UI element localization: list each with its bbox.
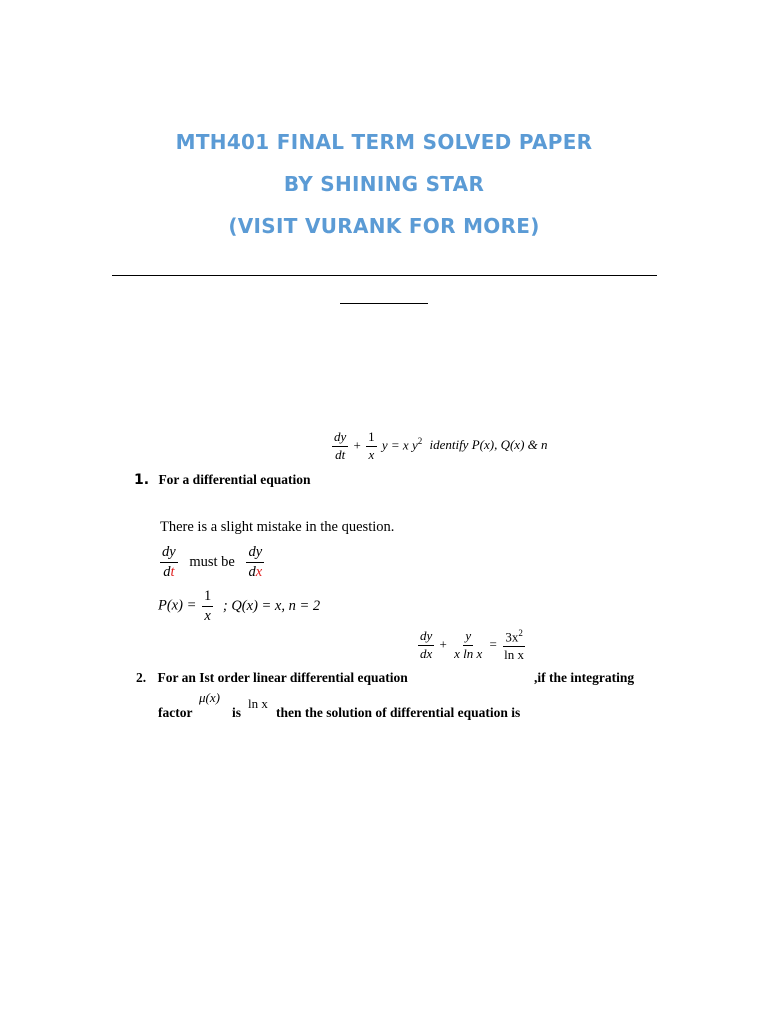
q1-frac-1-x: $\frac{1}{x}$ [368,429,375,462]
q1-frac-wrong: $\frac{dy}{dt}$ [162,544,176,580]
q2-factor-label: factor [158,705,193,720]
q1-text: 1. For a differential equation [134,472,311,488]
q1-frac-right: $\frac{dy}{dx}$ [248,544,263,580]
q2-text-part2: ,if the integrating [534,670,635,685]
q1-frac-dy-dt: $\frac{dy}{dt}$ [334,429,347,462]
title-line-1: MTH401 FINAL TERM SOLVED PAPER [175,130,593,154]
q1-answer-intro: There is a slight mistake in the question. [160,519,395,535]
q2-lnx: ln x [248,696,268,711]
q1-equation: $\frac{dy}{dt}$ + $\frac{1}{x}$ y = x $y^2$ identify P(x), Q(x) & n [334,429,548,462]
q2-frac-dy-dx: $\frac{dy}{dx}$ [420,628,433,662]
title-line-2: BY SHINING STAR [283,172,485,196]
q2-frac-y: $\frac{y}{\text{x ln x}}$ [454,628,483,662]
title-line-3: (VISIT VURANK FOR MORE) [228,214,540,238]
divider-long [112,275,657,276]
q1-answer-correction: $\frac{dy}{dt}$ must be $\frac{dy}{dx}$ [162,544,263,580]
q2-solution-text: then the solution of differential equation is [276,705,521,720]
q2-text: 2. For an Ist order linear differential equation [136,670,408,685]
q2-mu: μ(x) [199,690,220,705]
q2-is-label: is [232,705,242,720]
q2-frac-rhs: $\frac{3x^2}{\text{ln x}}$ [504,628,524,663]
divider-short [340,303,428,304]
q1-frac-p: $\frac{1}{x}$ [204,588,212,624]
q2-equation: $\frac{dy}{dx}$ + $\frac{y}{\text{x ln x}}$ = $\frac{3x^2}{\text{ln x}}$ [420,628,524,663]
q1-answer-result: P(x) = $\frac{1}{x}$ ; Q(x) = x, n = 2 [158,588,321,624]
